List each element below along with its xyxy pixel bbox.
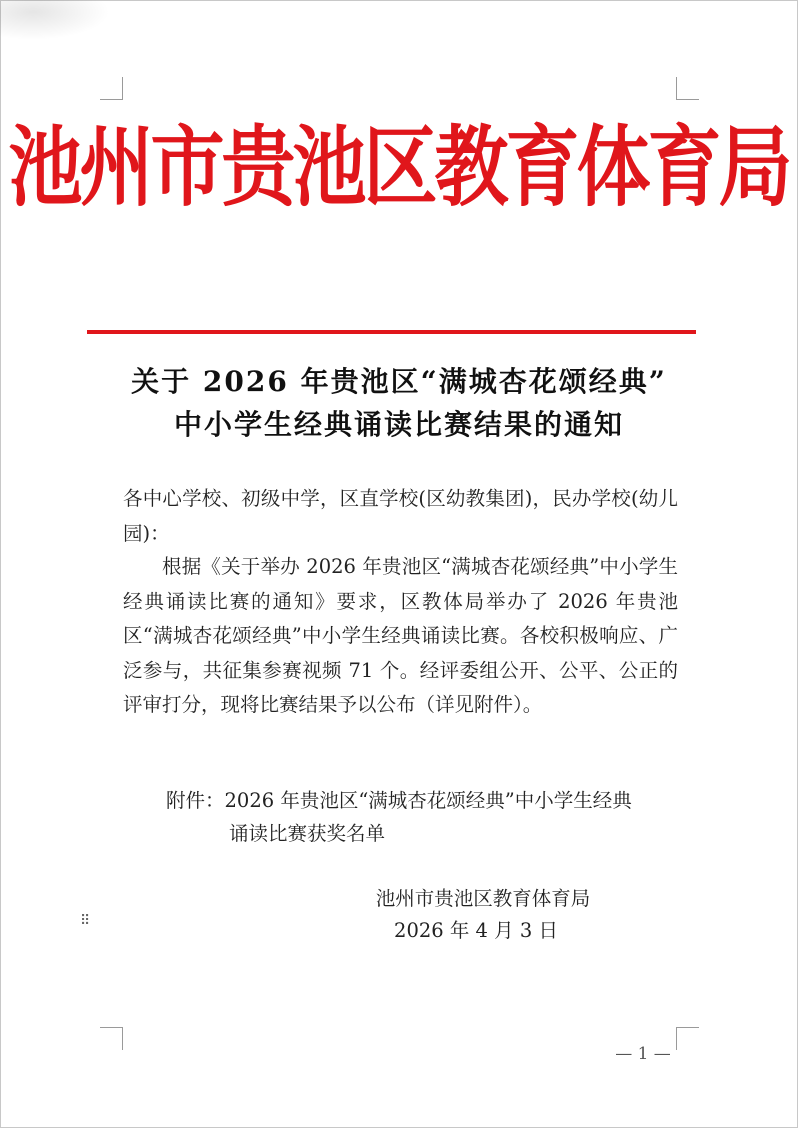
body-paragraph: 根据《关于举办 2026 年贵池区“满城杏花颂经典”中小学生经典诵读比赛的通知》要求，区教体局举办了 2026 年贵池区“满城杏花颂经典”中小学生经典诵读比赛。各校积极响应、广泛参与，共征集参赛视频 71 个。经评委组公开、公平、公正的评审打分，现将比赛结果予以公布（详见附件）。 — [123, 555, 678, 716]
page-number: — 1 — — [615, 1044, 671, 1064]
salutation: 各中心学校、初级中学，区直学校(区幼教集团)，民办学校(幼儿园)： — [123, 487, 678, 545]
signature-organization: 池州市贵池区教育体育局 — [375, 887, 591, 910]
document-title-line-2: 中小学生经典诵读比赛结果的通知 — [173, 408, 624, 441]
document-title-line-1: 关于 2026 年贵池区“满城杏花颂经典” — [131, 365, 667, 398]
attachment-line-2: 诵读比赛获奖名单 — [229, 822, 386, 845]
crop-mark-bottom-right — [676, 1027, 699, 1050]
attachment-line-1: 附件：2026 年贵池区“满城杏花颂经典”中小学生经典 — [166, 789, 632, 812]
drag-handle-icon[interactable]: ⠿ — [80, 913, 92, 929]
page-shadow — [0, 0, 110, 40]
crop-mark-bottom-left — [100, 1027, 123, 1050]
attachment-note — [166, 784, 678, 850]
letterhead-title: 池州市贵池区教育体育局 — [8, 117, 790, 219]
signature-date: 2026 年 4 月 3 日 — [394, 919, 558, 942]
letterhead-red-rule — [87, 330, 696, 334]
